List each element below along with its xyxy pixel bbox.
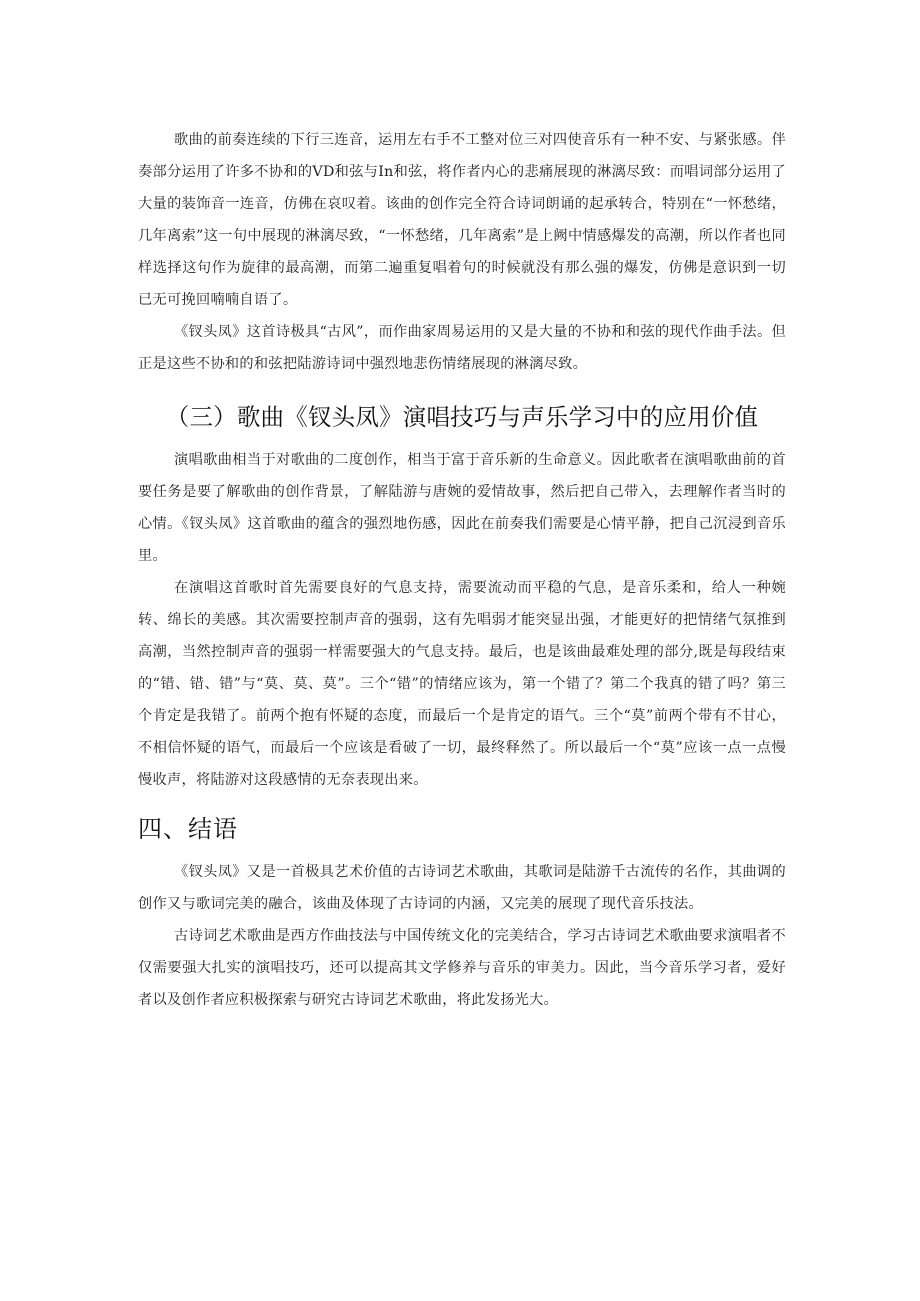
paragraph-breath-support: 在演唱这首歌时首先需要良好的气息支持，需要流动而平稳的气息，是音乐柔和，给人一种婉转、绵长的美感。其次需要控制声音的强弱，这有先唱弱才能突显出强，才能更好的把情绪气氛推到高潮，当然控制声音的强弱一样需要强大的气息支持。最后，也是该曲最难处理的部分,既是每段结束的“错、错、错”与“莫、莫、莫”。三个“错”的情绪应该为，第一个错了？第二个我真的错了吗？第三个肯定是我错了。前两个抱有怀疑的态度，而最后一个是肯定的语气。三个“莫”前两个带有不甘心，不相信怀疑的语气，而最后一个应该是看破了一切，最终释然了。所以最后一个“莫”应该一点一点慢慢收声，将陆游对这段感情的无奈表现出来。 [138,580,786,788]
paragraph-prelude-analysis: 歌曲的前奏连续的下行三连音，运用左右手不工整对位三对四使音乐有一种不安、与紧张感。伴奏部分运用了许多不协和的VD和弦与In和弦，将作者内心的悲痛展现的淋漓尽致：而唱词部分运用了大量的装饰音一连音，仿佛在哀叹着。该曲的创作完全符合诗词朗诵的起承转合，特别在“一怀愁绪，几年离索”这一句中展现的淋漓尽致，“一怀愁绪，几年离索”是上阙中情感爆发的高潮，所以作者也同样选择这句作为旋律的最高潮，而第二遍重复唱着句的时候就没有那么强的爆发，仿佛是意识到一切已无可挽回喃喃自语了。 [138,132,786,308]
paragraph-second-creation: 演唱歌曲相当于对歌曲的二度创作，相当于富于音乐新的生命意义。因此歌者在演唱歌曲前的首要任务是要了解歌曲的创作背景，了解陆游与唐婉的爱情故事，然后把自己带入，去理解作者当时的心情。《钗头凤》这首歌曲的蕴含的强烈地伤感，因此在前奏我们需要是心情平静，把自己沉浸到音乐里。 [138,452,786,564]
document-page [138,124,786,1016]
paragraph-ancient-style: 《钗头凤》这首诗极具“古风”，而作曲家周易运用的又是大量的不协和和弦的现代作曲手法。但正是这些不协和的和弦把陆游诗词中强烈地悲伤情绪展现的淋漓尽致。 [138,324,786,372]
paragraph-artistic-value: 《钗头凤》又是一首极具艺术价值的古诗词艺术歌曲，其歌词是陆游千古流传的名作，其曲调的创作又与歌词完美的融合，该曲及体现了古诗词的内涵，又完美的展现了现代音乐技法。 [138,864,786,912]
section-heading-conclusion: 四、结语 [138,815,238,843]
subsection-heading: （三）歌曲《钗头凤》演唱技巧与声乐学习中的应用价值 [165,403,759,431]
paragraph-call-to-action: 古诗词艺术歌曲是西方作曲技法与中国传统文化的完美结合，学习古诗词艺术歌曲要求演唱者不仅需要强大扎实的演唱技巧，还可以提高其文学修养与音乐的审美力。因此，当今音乐学习者，爱好者以及创作者应积极探索与研究古诗词艺术歌曲，将此发扬光大。 [138,928,786,1008]
